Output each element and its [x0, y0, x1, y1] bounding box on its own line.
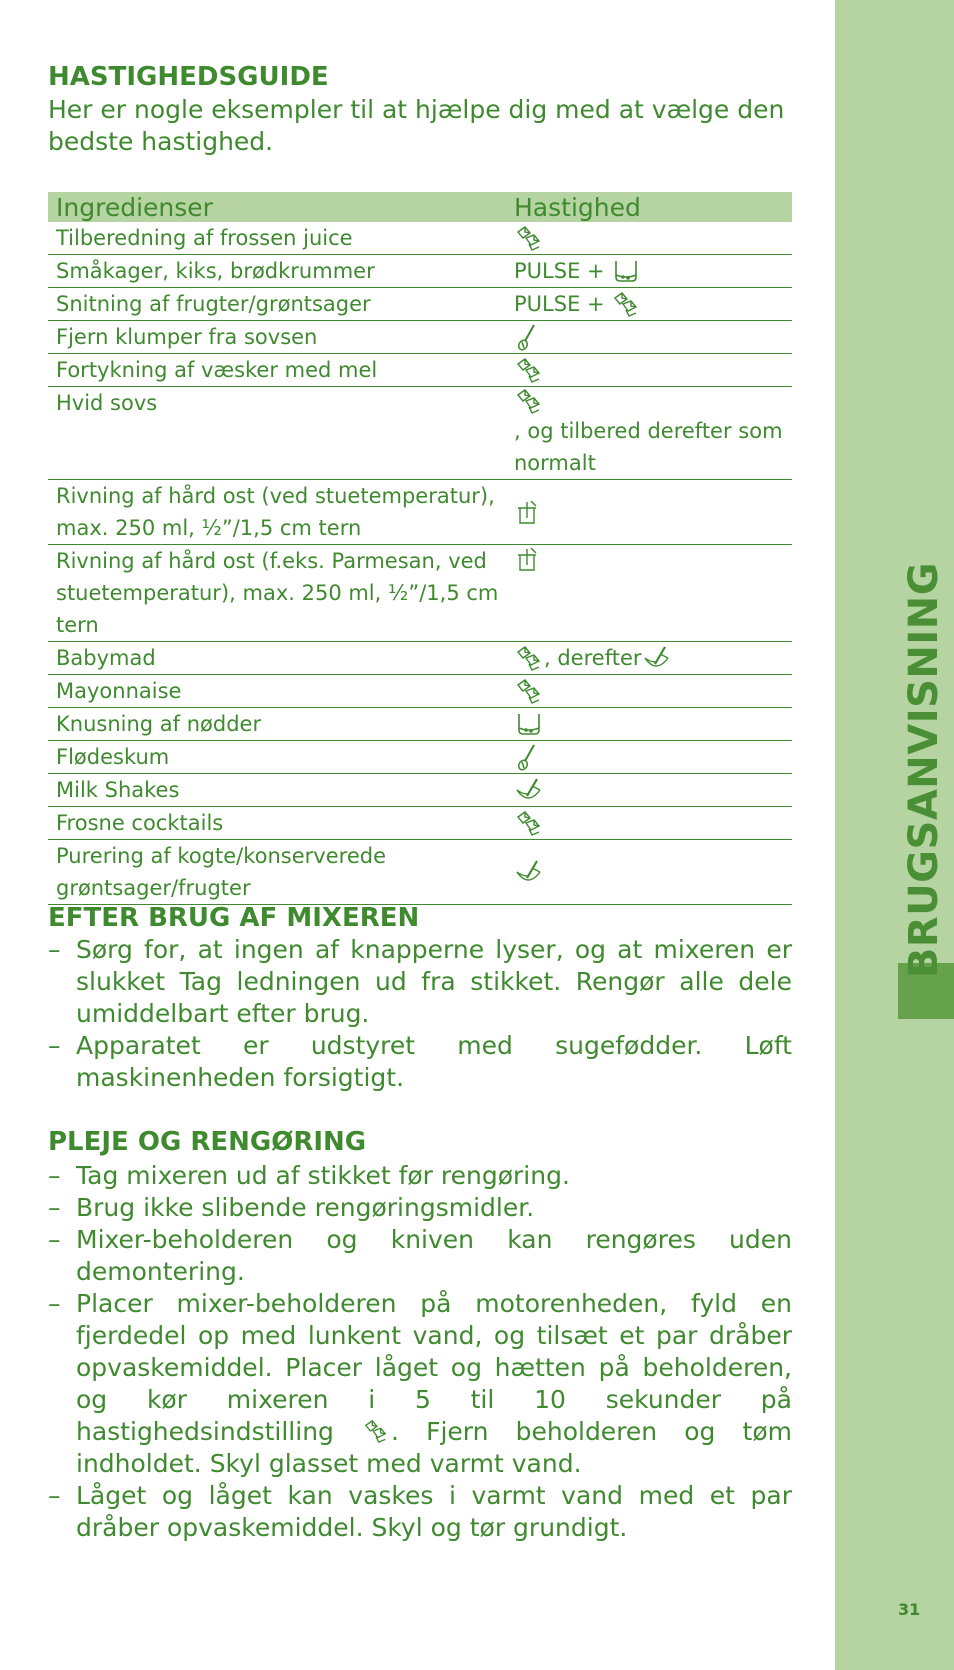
table-row — [48, 288, 792, 321]
care-heading: PLEJE OG RENGØRING — [48, 1127, 367, 1157]
table-row — [48, 642, 792, 675]
table-row — [48, 480, 792, 545]
ingredient-cell: Rivning af hård ost (ved stuetemperatur), max. 250 ml, ½”/1,5 cm tern — [56, 484, 495, 540]
table-header — [48, 192, 792, 222]
ice-crush-icon — [514, 224, 544, 252]
speed-cell — [514, 321, 792, 353]
header-ingredients: Ingredienser — [56, 192, 213, 222]
list-item: – Sørg for, at ingen af knapperne lyser, og at mixeren er slukket Tag ledningen ud fra stikket. Rengør alle dele umiddelbart efter brug. — [48, 934, 792, 1030]
table-row — [48, 708, 792, 741]
speed-table — [48, 192, 792, 905]
ingredient-cell: Småkager, kiks, brødkrummer — [56, 259, 375, 283]
list-item-text: Placer mixer-beholderen på motorenheden, fyld en fjerdedel op med lunkent vand, og tilsæt et par dråber opvaskemiddel. Placer låget og hætten på beholderen, og kør mixeren i 5 til 10 sekunder på hastighedsindstilling — [76, 1289, 792, 1446]
speed-guide-intro: Her er nogle eksempler til at hjælpe dig med at vælge den bedste hastighed. — [48, 95, 785, 156]
whisk-icon — [514, 323, 544, 351]
ingredient-cell: Hvid sovs — [56, 391, 158, 415]
table-row — [48, 321, 792, 354]
ice-crush-icon — [514, 677, 544, 705]
sidebar-title: BRUGSANVISNING — [901, 561, 947, 979]
table-body — [48, 222, 792, 905]
table-row — [48, 675, 792, 708]
table-row — [48, 807, 792, 840]
ice-crush-icon — [514, 356, 544, 384]
speed-cell — [514, 288, 792, 320]
table-row — [48, 255, 792, 288]
table-row — [48, 840, 792, 905]
table-row — [48, 222, 792, 255]
speed-cell — [514, 807, 792, 839]
speed-prefix: PULSE + — [514, 292, 612, 316]
speed-cell — [514, 741, 792, 773]
ingredient-cell: Mayonnaise — [56, 679, 182, 703]
ingredient-cell: Flødeskum — [56, 745, 170, 769]
ingredient-cell: Snitning af frugter/grøntsager — [56, 292, 371, 316]
speed-guide-heading: HASTIGHEDSGUIDE — [48, 62, 329, 92]
speed-cell — [514, 545, 792, 641]
speed-cell — [514, 642, 792, 674]
puree-icon — [514, 858, 544, 886]
ingredient-cell: Rivning af hård ost (f.eks. Parmesan, ved stuetemperatur), max. 250 ml, ½”/1,5 cm tern — [56, 549, 499, 637]
list-item: – Brug ikke slibende rengøringsmidler. — [48, 1192, 792, 1224]
ingredient-cell: Fjern klumper fra sovsen — [56, 325, 318, 349]
speed-cell — [514, 222, 792, 254]
table-row — [48, 387, 792, 480]
ingredient-cell: Babymad — [56, 646, 156, 670]
table-row — [48, 741, 792, 774]
ice-crush-icon — [611, 290, 641, 318]
after-use-heading: EFTER BRUG AF MIXEREN — [48, 903, 420, 933]
ingredient-cell: Purering af kogte/konserverede grøntsager/frugter — [56, 844, 386, 900]
grate-icon — [514, 498, 544, 526]
after-use-list — [48, 934, 792, 1094]
speed-cell — [514, 774, 792, 806]
puree-icon — [642, 644, 672, 672]
ingredient-cell: Frosne cocktails — [56, 811, 224, 835]
table-row — [48, 545, 792, 642]
list-item — [48, 1288, 792, 1480]
crumb-icon — [611, 257, 641, 285]
list-item: – Tag mixeren ud af stikket før rengøring. — [48, 1160, 792, 1192]
whisk-icon — [514, 743, 544, 771]
ice-crush-icon — [514, 644, 544, 672]
speed-cell — [514, 480, 792, 544]
header-speed: Hastighed — [514, 192, 641, 222]
speed-cell — [514, 708, 792, 740]
ingredient-cell: Tilberedning af frossen juice — [56, 226, 353, 250]
speed-suffix: , og tilbered derefter som normalt — [514, 419, 783, 475]
table-row — [48, 774, 792, 807]
list-item: – Låget og låget kan vaskes i varmt vand med et par dråber opvaskemiddel. Skyl og tør grundigt. — [48, 1480, 792, 1544]
ingredient-cell: Knusning af nødder — [56, 712, 262, 736]
ice-crush-icon — [514, 387, 544, 415]
list-item-text: . Fjern beholderen og tøm indholdet. Skyl glasset med varmt vand. — [76, 1417, 792, 1478]
speed-prefix: PULSE + — [514, 259, 612, 283]
ingredient-cell: Milk Shakes — [56, 778, 180, 802]
care-list — [48, 1160, 792, 1544]
speed-cell — [514, 354, 792, 386]
ingredient-cell: Fortykning af væsker med mel — [56, 358, 378, 382]
ice-crush-icon — [514, 809, 544, 837]
speed-cell — [514, 255, 792, 287]
speed-cell — [514, 387, 792, 479]
speed-cell — [514, 840, 792, 904]
speed-cell — [514, 675, 792, 707]
crumb-icon — [514, 710, 544, 738]
speed-suffix: , derefter — [544, 646, 642, 670]
ice-crush-icon — [361, 1418, 391, 1444]
page-number: 31 — [898, 1600, 921, 1619]
puree-icon — [514, 776, 544, 804]
list-item: – Mixer-beholderen og kniven kan rengøres uden demontering. — [48, 1224, 792, 1288]
table-row — [48, 354, 792, 387]
list-item: – Apparatet er udstyret med sugefødder. Løft maskinenheden forsigtigt. — [48, 1030, 792, 1094]
grate-icon — [514, 545, 544, 573]
